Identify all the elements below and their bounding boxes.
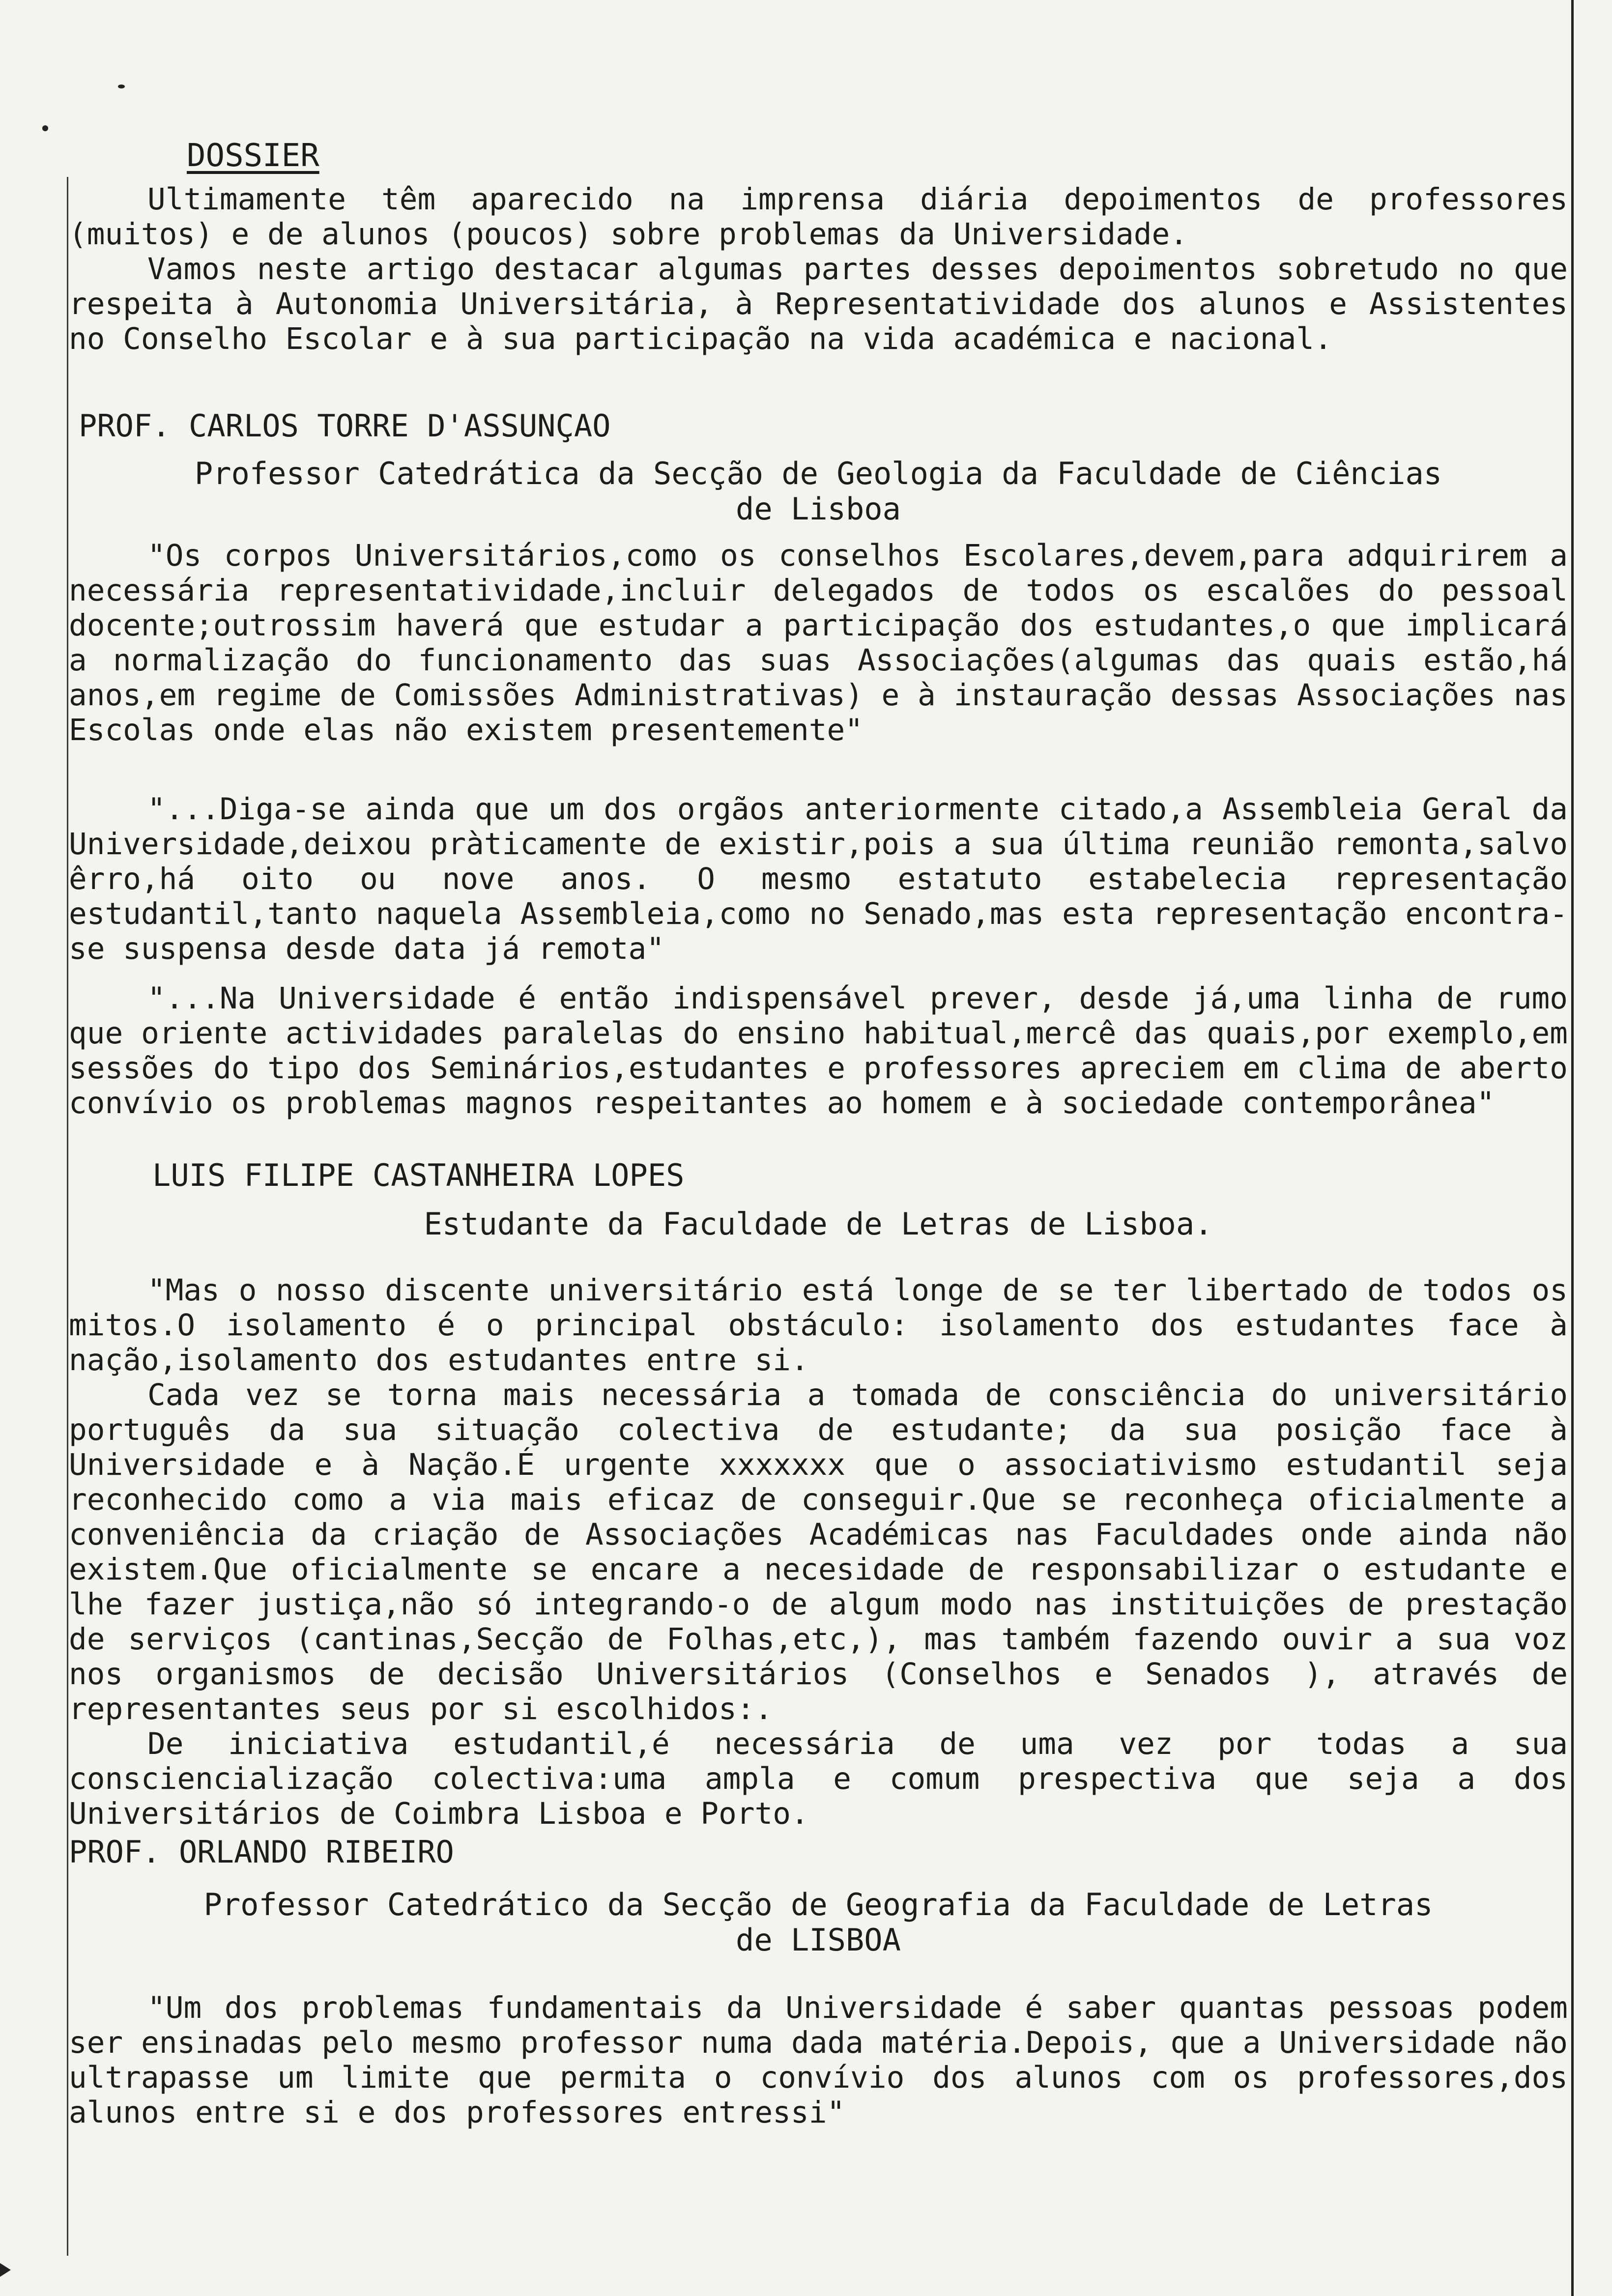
- ink-speck: [42, 125, 48, 131]
- left-margin-rule: [67, 177, 68, 2256]
- section-role-line: Professor Catedrático da Secção de Geografia da Faculdade de Letras: [203, 1887, 1433, 1923]
- section-role-line: Professor Catedrática da Secção de Geologia da Faculdade de Ciências: [194, 456, 1442, 491]
- section-quotes: [69, 538, 1568, 1120]
- intro-paragraph: Ultimamente têm aparecido na imprensa diária depoimentos de professores (muitos) e de alunos (poucos) sobre problemas da Universidade.: [69, 182, 1568, 252]
- intro-block: [69, 182, 1568, 356]
- quote-paragraph: De iniciativa estudantil,é necessária de uma vez por todas a sua consciencialização colectiva:uma ampla e comum prespectiva que seja a dos Universitários de Coimbra Lisboa e Porto.: [69, 1726, 1568, 1831]
- ink-speck: [118, 85, 125, 88]
- quote-paragraph: Cada vez se torna mais necessária a tomada de consciência do universitário português da sua situação colectiva de estudante; da sua posição face à Universidade e à Nação.É urgente xxxxxxx que o associativismo estudantil seja reconhecido como a via mais eficaz de conseguir.Que se reconheça oficialmente a conveniência da criação de Associações Académicas nas Faculdades onde ainda não existem.Que oficialmente se encare a necesidade de responsabilizar o estudante e lhe fazer justiça,não só integrando-o de algum modo nas instituições de prestação de serviços (cantinas,Secção de Folhas,etc,), mas também fazendo ouvir a sua voz nos organismos de decisão Universitários (Conselhos e Senados ), através de representantes seus por si escolhidos:.: [69, 1378, 1568, 1726]
- section-role: [69, 1206, 1568, 1242]
- quote-paragraph: "Mas o nosso discente universitário está longe de se ter libertado de todos os mitos.O isolamento é o principal obstáculo: isolamento dos estudantes face à nação,isolamento dos estudantes entre si.: [69, 1273, 1568, 1378]
- quote-paragraph: "Um dos problemas fundamentais da Universidade é saber quantas pessoas podem ser ensinadas pelo mesmo professor numa dada matéria.Depois, que a Universidade não ultrapasse um limite que permita o convívio dos alunos com os professores,dos alunos entre si e dos professores entressi": [69, 1990, 1568, 2130]
- section-quotes: [69, 1273, 1568, 1831]
- section-role: [69, 456, 1568, 527]
- quote-paragraph: "Os corpos Universitários,como os conselhos Escolares,devem,para adquirirem a necessária representatividade,incluir delegados de todos os escalões do pessoal docente;outrossim haverá que estudar a participação dos estudantes,o que implicará a normalização do funcionamento das suas Associações(algumas das quais estão,há anos,em regime de Comissões Administrativas) e à instauração dessas Associações nas Escolas onde elas não existem presentemente": [69, 538, 1568, 747]
- intro-paragraph: Vamos neste artigo destacar algumas partes desses depoimentos sobretudo no que respeita à Autonomia Universitária, à Representatividade dos alunos e Assistentes no Conselho Escolar e à sua participação na vida académica e nacional.: [69, 252, 1568, 356]
- section-quotes: [69, 1990, 1568, 2130]
- quote-paragraph: "...Na Universidade é então indispensável prever, desde já,uma linha de rumo que oriente actividades paralelas do ensino habitual,mercê das quais,por exemplo,em sessões do tipo dos Seminários,estudantes e professores apreciem em clima de aberto convívio os problemas magnos respeitantes ao homem e à sociedade contemporânea": [69, 981, 1568, 1120]
- corner-arrow-icon: [0, 2263, 11, 2277]
- document-title: DOSSIER: [187, 138, 319, 174]
- right-margin-rule: [1571, 0, 1574, 2296]
- section-name: PROF. ORLANDO RIBEIRO: [69, 1834, 454, 1870]
- section-role-line: de LISBOA: [736, 1922, 901, 1958]
- section-name: PROF. CARLOS TORRE D'ASSUNÇAO: [79, 408, 611, 444]
- quote-paragraph: "...Diga-se ainda que um dos orgãos anteriormente citado,a Assembleia Geral da Universidade,deixou pràticamente de existir,pois a sua última reunião remonta,salvo êrro,há oito ou nove anos. O mesmo estatuto estabelecia representação estudantil,tanto naquela Assembleia,como no Senado,mas esta representação encontra-se suspensa desde data já remota": [69, 792, 1568, 966]
- section-name: LUIS FILIPE CASTANHEIRA LOPES: [152, 1157, 685, 1193]
- section-role-line: de Lisboa: [736, 491, 901, 527]
- section-role: [69, 1887, 1568, 1958]
- section-role-line: Estudante da Faculdade de Letras de Lisboa.: [424, 1206, 1213, 1242]
